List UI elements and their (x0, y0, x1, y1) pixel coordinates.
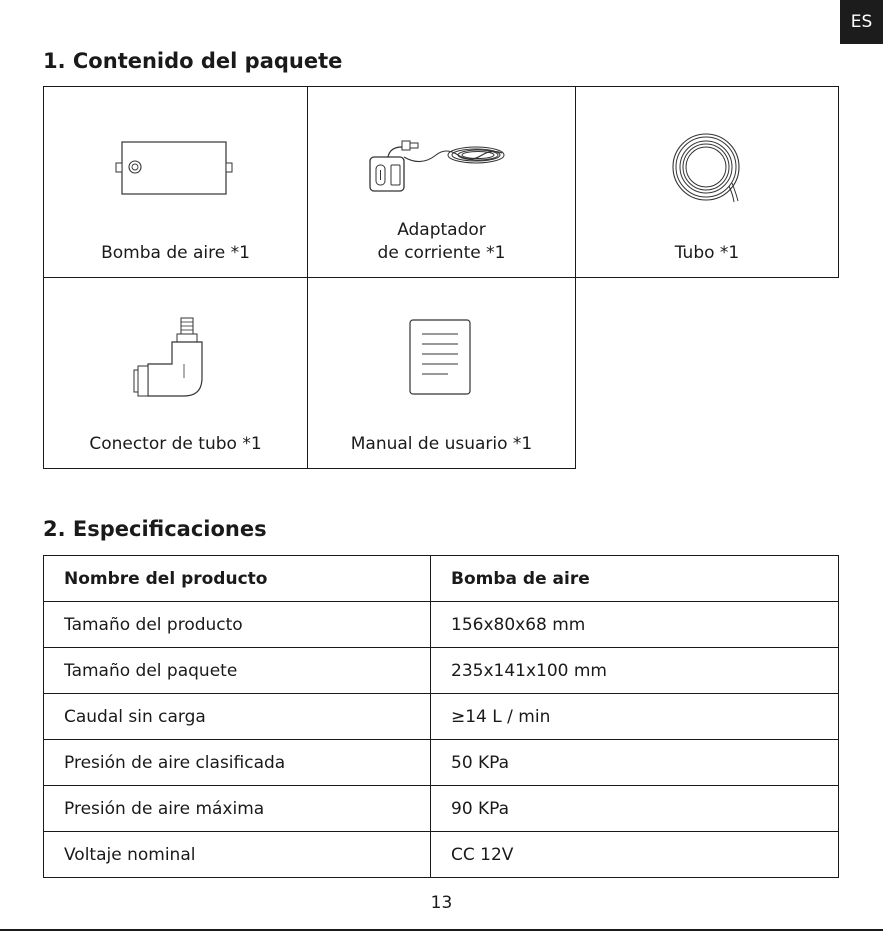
table-row (44, 648, 839, 694)
table-row (44, 602, 839, 648)
spec-value: CC 12V (431, 832, 839, 878)
package-item-label: Bomba de aire *1 (101, 243, 250, 263)
spec-value: 235x141x100 mm (431, 648, 839, 694)
power-adapter-icon (366, 135, 512, 197)
tube-connector-icon (128, 316, 208, 402)
package-contents-grid (43, 86, 839, 469)
spec-value: 50 KPa (431, 740, 839, 786)
air-pump-icon (112, 139, 236, 197)
package-contents-title: 1. Contenido del paquete (43, 49, 343, 73)
spec-value: 156x80x68 mm (431, 602, 839, 648)
table-header-cell: Nombre del producto (44, 556, 431, 602)
table-header-row (44, 556, 839, 602)
package-item-label: Adaptador de corriente *1 (377, 220, 506, 263)
spec-name: Voltaje nominal (44, 832, 431, 878)
spec-name: Tamaño del paquete (44, 648, 431, 694)
specifications-table (43, 555, 839, 878)
user-manual-icon (408, 318, 472, 396)
package-item-label: Manual de usuario *1 (350, 434, 533, 454)
spec-name: Presión de aire máxima (44, 786, 431, 832)
spec-name: Caudal sin carga (44, 694, 431, 740)
spec-name: Tamaño del producto (44, 602, 431, 648)
footer-rule (0, 929, 883, 931)
table-row (44, 832, 839, 878)
spec-value: ≥14 L / min (431, 694, 839, 740)
table-row (44, 694, 839, 740)
table-row (44, 786, 839, 832)
spec-value: 90 KPa (431, 786, 839, 832)
specifications-title: 2. Especificaciones (43, 517, 267, 541)
package-item-air-pump (43, 86, 308, 278)
package-item-label: Tubo *1 (674, 243, 740, 263)
language-tab: ES (840, 0, 883, 44)
package-item-label: Conector de tubo *1 (89, 434, 262, 454)
package-item-tube (575, 86, 839, 278)
table-header-cell: Bomba de aire (431, 556, 839, 602)
package-item-power-adapter (307, 86, 576, 278)
package-item-user-manual (307, 277, 576, 469)
spec-name: Presión de aire clasificada (44, 740, 431, 786)
tube-coil-icon (668, 131, 748, 207)
package-item-tube-connector (43, 277, 308, 469)
table-row (44, 740, 839, 786)
page-number: 13 (430, 893, 453, 913)
